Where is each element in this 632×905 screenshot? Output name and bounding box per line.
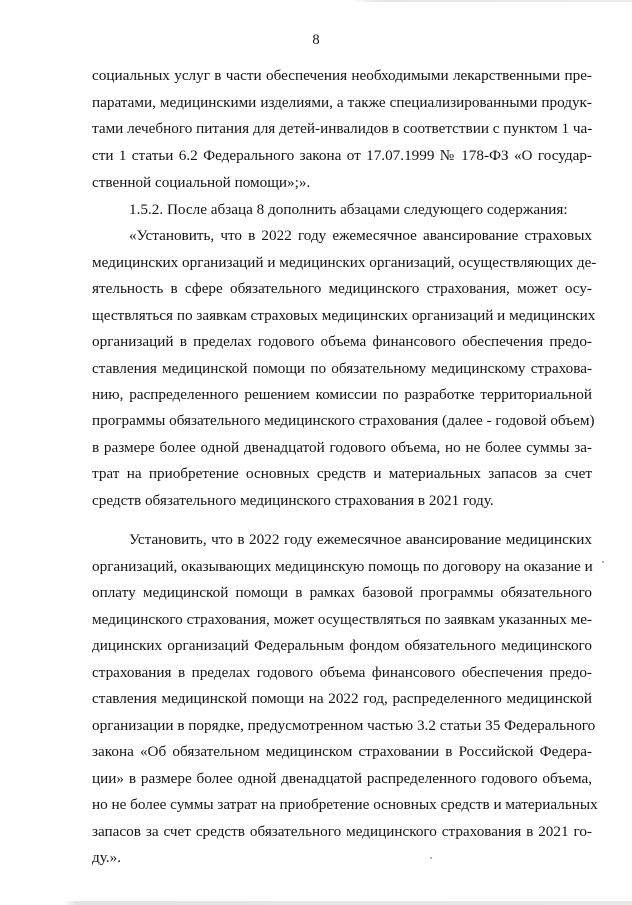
text-line: средств обязательного медицинского страхования в 2021 году. — [92, 492, 494, 509]
scan-speck — [430, 857, 432, 859]
text-line: дицинских организаций Федеральным фондом обязательного медицинского — [92, 637, 592, 654]
text-line: страхования в пределах годового объема финансового обеспечения предо- — [92, 664, 592, 681]
text-line: тами лечебного питания для детей-инвалидов в соответствии с пунктом 1 ча- — [92, 120, 593, 137]
text-line: запасов за счет средств обязательного медицинского страхования в 2021 го- — [92, 823, 592, 840]
text-line: «Установить, что в 2022 году ежемесячное авансирование страховых — [129, 227, 592, 244]
text-line: программы обязательного медицинского страхования (далее - годовой объем) — [92, 412, 595, 429]
text-line: медицинского страхования, может осуществляться по заявкам указанных ме- — [92, 611, 593, 628]
text-line: ятельность в сфере обязательного медицинского страхования, может осу- — [92, 280, 592, 297]
text-line: ставления медицинской помощи на 2022 год, распределенного медицинской — [92, 690, 592, 707]
text-line: Установить, что в 2022 году ежемесячное авансирование медицинских — [129, 531, 592, 548]
text-line: трат на приобретение основных средств и материальных запасов за счет — [92, 465, 592, 482]
text-line: организаций в пределах годового объема финансового обеспечения предо- — [92, 333, 592, 350]
text-line: социальных услуг в части обеспечения необходимыми лекарственными пре- — [92, 67, 592, 84]
text-line: ду.». — [92, 849, 121, 866]
text-line: ставления медицинской помощи по обязательному медицинскому страхова- — [92, 360, 592, 377]
page-number: 8 — [312, 32, 320, 48]
text-line: ственной социальной помощи»;». — [92, 174, 311, 191]
text-line: организации в порядке, предусмотренном частью 3.2 статьи 35 Федерального — [92, 717, 596, 734]
text-line: но не более суммы затрат на приобретение основных средств и материальных — [92, 796, 598, 813]
text-line: закона «Об обязательном медицинском страховании в Российской Федера- — [92, 743, 592, 760]
text-line: паратами, медицинскими изделиями, а также специализированными продук- — [92, 94, 592, 111]
text-line: ществляться по заявкам страховых медицинских организаций и медицинских — [92, 307, 596, 324]
text-line: сти 1 статьи 6.2 Федерального закона от 17.07.1999 № 178-ФЗ «О государ- — [92, 147, 592, 164]
text-line: в размере более одной двенадцатой годового объема, но не более суммы за- — [92, 439, 592, 456]
scan-speck — [602, 561, 604, 563]
scan-edge-bottom — [0, 901, 632, 905]
text-line: ции» в размере более одной двенадцатой распределенного годового объема, — [92, 770, 592, 787]
text-line: медицинских организаций и медицинских организаций, осуществляющих де- — [92, 254, 597, 271]
text-line: организаций, оказывающих медицинскую помощь по договору на оказание и — [92, 558, 593, 575]
text-line: оплату медицинской помощи в рамках базовой программы обязательного — [92, 584, 592, 601]
scan-edge-top — [0, 0, 632, 2]
text-line: 1.5.2. После абзаца 8 дополнить абзацами следующего содержания: — [129, 201, 568, 218]
text-line: нию, распределенного решением комиссии по разработке территориальной — [92, 386, 592, 403]
